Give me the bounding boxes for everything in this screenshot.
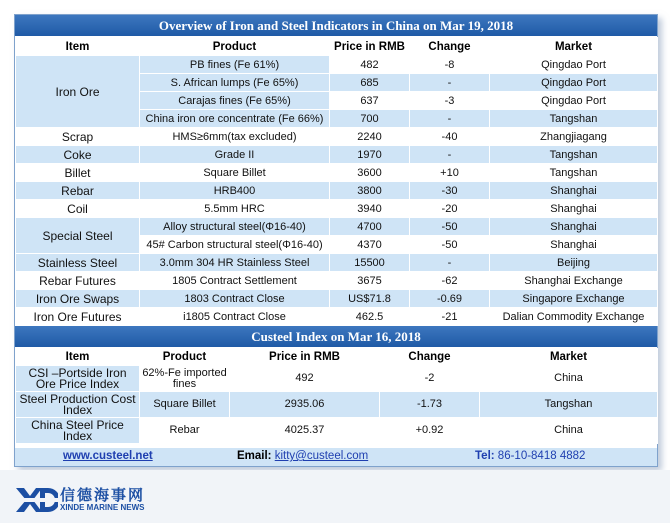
price-cell: 3940	[330, 200, 410, 218]
header-price: Price in RMB	[230, 349, 380, 366]
table-row	[16, 146, 658, 164]
market-cell: Qingdao Port	[490, 74, 658, 92]
product-cell: Rebar	[140, 418, 230, 444]
item-cell: Scrap	[16, 128, 140, 146]
item-cell: Coke	[16, 146, 140, 164]
item-cell: China Steel Price Index	[16, 418, 140, 444]
market-cell: Singapore Exchange	[490, 290, 658, 308]
table-row	[16, 218, 658, 236]
product-cell: 3.0mm 304 HR Stainless Steel	[140, 254, 330, 272]
item-cell: Stainless Steel	[16, 254, 140, 272]
change-cell: -1.73	[380, 392, 480, 418]
header-change: Change	[380, 349, 480, 366]
table1-title: Overview of Iron and Steel Indicators in China on Mar 19, 2018	[15, 15, 657, 37]
change-cell: -	[410, 254, 490, 272]
table-row	[16, 272, 658, 290]
header-market: Market	[480, 349, 658, 366]
market-cell: Tangshan	[490, 164, 658, 182]
market-cell: Tangshan	[490, 110, 658, 128]
table-row	[16, 290, 658, 308]
market-cell: Beijing	[490, 254, 658, 272]
price-cell: 637	[330, 92, 410, 110]
table-row	[16, 392, 658, 418]
product-cell: 62%-Fe imported fines	[140, 366, 230, 392]
market-cell: Tangshan	[480, 392, 658, 418]
header-product: Product	[140, 349, 230, 366]
market-cell: China	[480, 366, 658, 392]
product-cell: i1805 Contract Close	[140, 308, 330, 326]
item-cell: Iron Ore Swaps	[16, 290, 140, 308]
price-cell: 482	[330, 56, 410, 74]
product-cell: PB fines (Fe 61%)	[140, 56, 330, 74]
product-cell: Grade II	[140, 146, 330, 164]
market-cell: Qingdao Port	[490, 56, 658, 74]
market-cell: Shanghai	[490, 236, 658, 254]
header-change: Change	[410, 38, 490, 56]
brand-name-cn: 信德海事网	[60, 487, 146, 504]
product-cell: 45# Carbon structural steel(Φ16-40)	[140, 236, 330, 254]
item-cell: Special Steel	[16, 218, 140, 254]
tel-label: Tel:	[475, 450, 495, 462]
price-cell: 3600	[330, 164, 410, 182]
item-cell: Iron Ore Futures	[16, 308, 140, 326]
header-product: Product	[140, 38, 330, 56]
change-cell: -	[410, 74, 490, 92]
change-cell: -40	[410, 128, 490, 146]
price-cell: 15500	[330, 254, 410, 272]
header-item: Item	[16, 38, 140, 56]
price-cell: 462.5	[330, 308, 410, 326]
product-cell: China iron ore concentrate (Fe 66%)	[140, 110, 330, 128]
table-row	[16, 200, 658, 218]
product-cell: Square Billet	[140, 392, 230, 418]
price-cell: 1970	[330, 146, 410, 164]
change-cell: -21	[410, 308, 490, 326]
product-cell: HMS≥6mm(tax excluded)	[140, 128, 330, 146]
table-row	[16, 128, 658, 146]
price-cell: 700	[330, 110, 410, 128]
price-cell: 2240	[330, 128, 410, 146]
price-cell: 492	[230, 366, 380, 392]
product-cell: Square Billet	[140, 164, 330, 182]
change-cell: +0.92	[380, 418, 480, 444]
change-cell: -50	[410, 218, 490, 236]
email-link[interactable]: kitty@custeel.com	[274, 450, 369, 462]
item-cell: Iron Ore	[16, 56, 140, 128]
price-cell: 4025.37	[230, 418, 380, 444]
tel-value: 86-10-8418 4882	[497, 450, 586, 462]
change-cell: -2	[380, 366, 480, 392]
product-cell: 1803 Contract Close	[140, 290, 330, 308]
header-item: Item	[16, 349, 140, 366]
product-cell: S. African lumps (Fe 65%)	[140, 74, 330, 92]
table-row	[16, 254, 658, 272]
price-cell: 3675	[330, 272, 410, 290]
website-link[interactable]: www.custeel.net	[63, 450, 153, 462]
change-cell: -	[410, 110, 490, 128]
tel-block	[475, 450, 585, 462]
market-cell: Tangshan	[490, 146, 658, 164]
item-cell: Coil	[16, 200, 140, 218]
change-cell: +10	[410, 164, 490, 182]
market-cell: Dalian Commodity Exchange	[490, 308, 658, 326]
item-cell: Billet	[16, 164, 140, 182]
indicators-table	[15, 37, 658, 326]
item-cell: Steel Production Cost Index	[16, 392, 140, 418]
change-cell: -30	[410, 182, 490, 200]
change-cell: -0.69	[410, 290, 490, 308]
xinde-logo-icon	[16, 486, 58, 514]
product-cell: 5.5mm HRC	[140, 200, 330, 218]
product-cell: Alloy structural steel(Φ16-40)	[140, 218, 330, 236]
price-cell: US$71.8	[330, 290, 410, 308]
item-cell: Rebar Futures	[16, 272, 140, 290]
table1-header-row	[16, 38, 658, 56]
table-row	[16, 56, 658, 74]
product-cell: 1805 Contract Settlement	[140, 272, 330, 290]
change-cell: -62	[410, 272, 490, 290]
market-cell: Shanghai	[490, 218, 658, 236]
indicators-card	[14, 14, 658, 467]
price-cell: 4370	[330, 236, 410, 254]
table-row	[16, 164, 658, 182]
price-cell: 2935.06	[230, 392, 380, 418]
product-cell: HRB400	[140, 182, 330, 200]
item-cell: Rebar	[16, 182, 140, 200]
price-cell: 4700	[330, 218, 410, 236]
change-cell: -50	[410, 236, 490, 254]
header-market: Market	[490, 38, 658, 56]
market-cell: Shanghai	[490, 200, 658, 218]
price-cell: 685	[330, 74, 410, 92]
change-cell: -	[410, 146, 490, 164]
table2-header-row	[16, 349, 658, 366]
custeel-index-table	[15, 348, 658, 444]
website-link-wrap	[63, 450, 153, 462]
change-cell: -8	[410, 56, 490, 74]
table-row	[16, 418, 658, 444]
table-row	[16, 366, 658, 392]
market-cell: Shanghai	[490, 182, 658, 200]
product-cell: Carajas fines (Fe 65%)	[140, 92, 330, 110]
market-cell: China	[480, 418, 658, 444]
change-cell: -3	[410, 92, 490, 110]
contact-footer	[15, 448, 657, 466]
email-label: Email:	[237, 450, 272, 462]
table-row	[16, 308, 658, 326]
table2-title: Custeel Index on Mar 16, 2018	[15, 326, 657, 348]
header-price: Price in RMB	[330, 38, 410, 56]
market-cell: Shanghai Exchange	[490, 272, 658, 290]
price-cell: 3800	[330, 182, 410, 200]
email-block	[237, 450, 368, 462]
item-cell: CSI –Portside Iron Ore Price Index	[16, 366, 140, 392]
brand-name-en: XINDE MARINE NEWS	[60, 503, 145, 512]
market-cell: Qingdao Port	[490, 92, 658, 110]
market-cell: Zhangjiagang	[490, 128, 658, 146]
table-row	[16, 182, 658, 200]
change-cell: -20	[410, 200, 490, 218]
